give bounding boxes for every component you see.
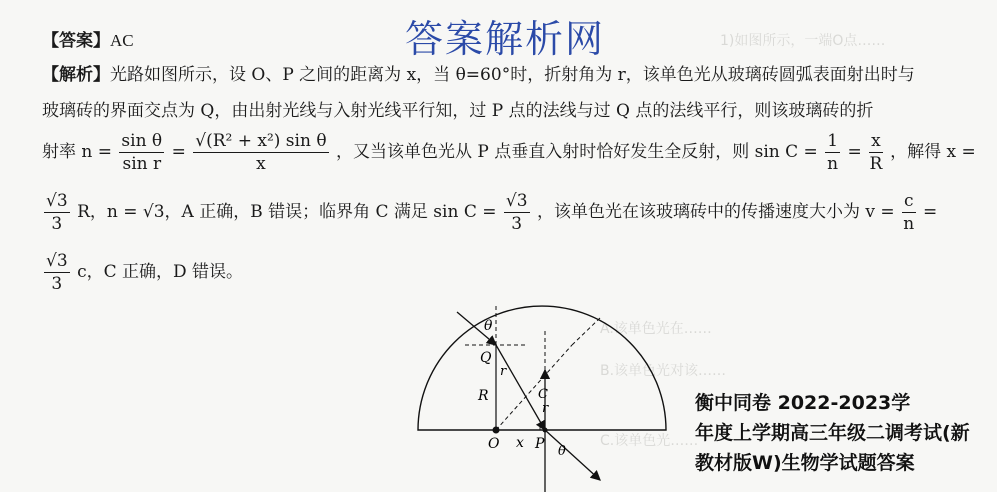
label-theta-bottom: θ <box>558 444 566 459</box>
answer-value: AC <box>110 31 134 50</box>
l3-pre: 射率 n = <box>42 142 113 162</box>
source-line-1: 衡中同卷 2022-2023学 <box>695 392 911 414</box>
dashed-radius <box>496 345 572 430</box>
fraction-sinc-3: $\frac{√3}{3}$ <box>505 191 528 234</box>
fraction-sinc-2: $\frac{x}{R}$ <box>869 131 883 174</box>
label-q: Q <box>480 350 492 366</box>
fraction-v-result: $\frac{√3}{3}$ <box>46 251 68 294</box>
label-r1: r <box>500 364 507 379</box>
answer-tag: 【答案】 <box>42 31 110 51</box>
watermark-title: 答案解析网 <box>405 17 606 61</box>
ghost-text-1: 1)如图所示，一端O点…… <box>720 33 886 49</box>
ghost-text-2: A.该单色光在…… <box>600 321 712 337</box>
source-caption <box>695 388 970 478</box>
fraction-sinc-1: $\frac{1}{n}$ <box>827 131 839 174</box>
label-o: O <box>488 436 500 452</box>
label-theta-top: θ <box>484 318 493 334</box>
analysis-tag: 【解析】 <box>42 65 110 85</box>
l5-a: c，C 正确，D 错误。 <box>77 262 244 282</box>
label-r: R <box>478 388 489 404</box>
fraction-n-1: $\frac{\text{sin θ}}{\text{sin r}}$ <box>121 131 163 174</box>
label-c: C <box>538 387 548 402</box>
dashed-extension <box>572 318 600 345</box>
ghost-text-4: C.该单色光…… <box>600 433 699 449</box>
fraction-x: $\frac{√3}{3}$ <box>46 191 68 234</box>
label-x: x <box>516 435 524 451</box>
l3-mid: ，又当该单色光从 P 点垂直入射时恰好发生全反射，则 sin C = <box>335 142 818 162</box>
equals-sign-2: = <box>847 142 862 162</box>
analysis-text-1: 光路如图所示，设 O、P 之间的距离为 x，当 θ=60°时，折射角为 r，该单色光从玻璃砖圆弧表面射出时与 <box>110 65 915 85</box>
l4-b: ，该单色光在该玻璃砖中的传播速度大小为 v = <box>536 202 895 222</box>
l4-c: = <box>922 202 938 222</box>
source-line-2: 年度上学期高三年级二调考试(新 <box>695 422 970 444</box>
point-o <box>493 427 500 434</box>
label-p: P <box>535 436 545 452</box>
equals-sign: = <box>171 142 186 162</box>
l3-post: ，解得 x = <box>890 142 976 162</box>
analysis-text-2: 玻璃砖的界面交点为 Q，由出射光线与入射光线平行知，过 P 点的法线与过 Q 点的法线平行，则该玻璃砖的折 <box>42 101 874 121</box>
label-r2: r <box>542 401 549 416</box>
exit-ray <box>545 430 600 480</box>
ghost-text-3: B.该单色光对该…… <box>600 363 727 379</box>
point-p <box>543 428 548 433</box>
l4-a: R，n = √3，A 正确，B 错误；临界角 C 满足 sin C = <box>77 202 497 222</box>
fraction-v: $\frac{c}{n}$ <box>903 191 915 234</box>
fraction-n-2: $\frac{\text{√(R² + x²) sin θ}}{x}$ <box>195 131 327 174</box>
source-line-3: 教材版W)生物学试题答案 <box>695 452 915 474</box>
